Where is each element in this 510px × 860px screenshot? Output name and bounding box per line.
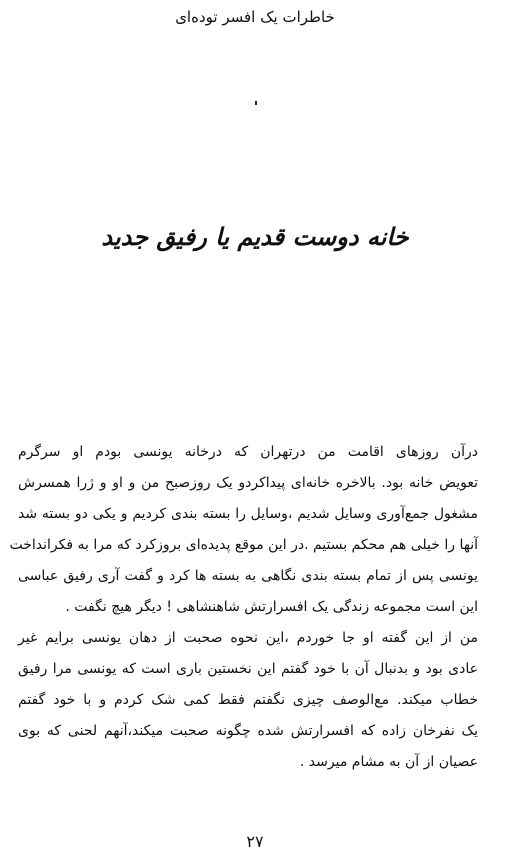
paragraph-line: عادی بود و بدنبال آن با خود گفتم این نخستین باری است که یونسی مرا رفیق: [18, 661, 478, 677]
running-header: خاطرات یک افسر توده‌ای: [175, 8, 335, 26]
paragraph-line: آنها را خیلی هم محکم بستیم .در این موقع پدیده‌ای بروزکرد که مرا به فکرانداخت: [9, 537, 478, 553]
paragraph-line: یونسی پس از تمام بسته بندی نگاهی به بسته ها کرد و گفت آری رفیق عباسی: [18, 568, 478, 584]
paragraph-line: یک نفرخان زاده که افسرارتش شده چگونه صحبت میکند،آنهم لحنی که بوی: [18, 723, 478, 739]
ornament-dot: [255, 101, 257, 105]
paragraph-line: عصیان از آن به مشام میرسد .: [299, 754, 478, 770]
paragraph-line: این است مجموعه زندگی یک افسرارتش شاهنشاهی ! دیگر هیچ نگفت .: [65, 599, 478, 615]
paragraph-line: درآن روزهای اقامت من درتهران که درخانه یونسی بودم او سرگرم: [18, 444, 478, 460]
paragraph-line: من از این گفته او جا خوردم ،این نحوه صحبت از دهان یونسی برایم غیر: [18, 630, 478, 646]
page-number: ۲۷: [246, 832, 264, 851]
paragraph: [9, 437, 478, 778]
chapter-title: خانه دوست قدیم یا رفیق جدید: [101, 222, 409, 251]
paragraph-line: تعویض خانه بود. بالاخره خانه‌ای پیداکردو یک روزصبح من و او و ژرا همسرش: [18, 475, 478, 491]
paragraph-line: خطاب میکند. مع‌الوصف چیزی نگفتم فقط کمی شک کردم و با خود گفتم: [18, 692, 478, 708]
paragraph-line: مشغول جمع‌آوری وسایل شدیم ،وسایل را بسته بندی کردیم و یکی دو بسته شد: [18, 506, 478, 522]
